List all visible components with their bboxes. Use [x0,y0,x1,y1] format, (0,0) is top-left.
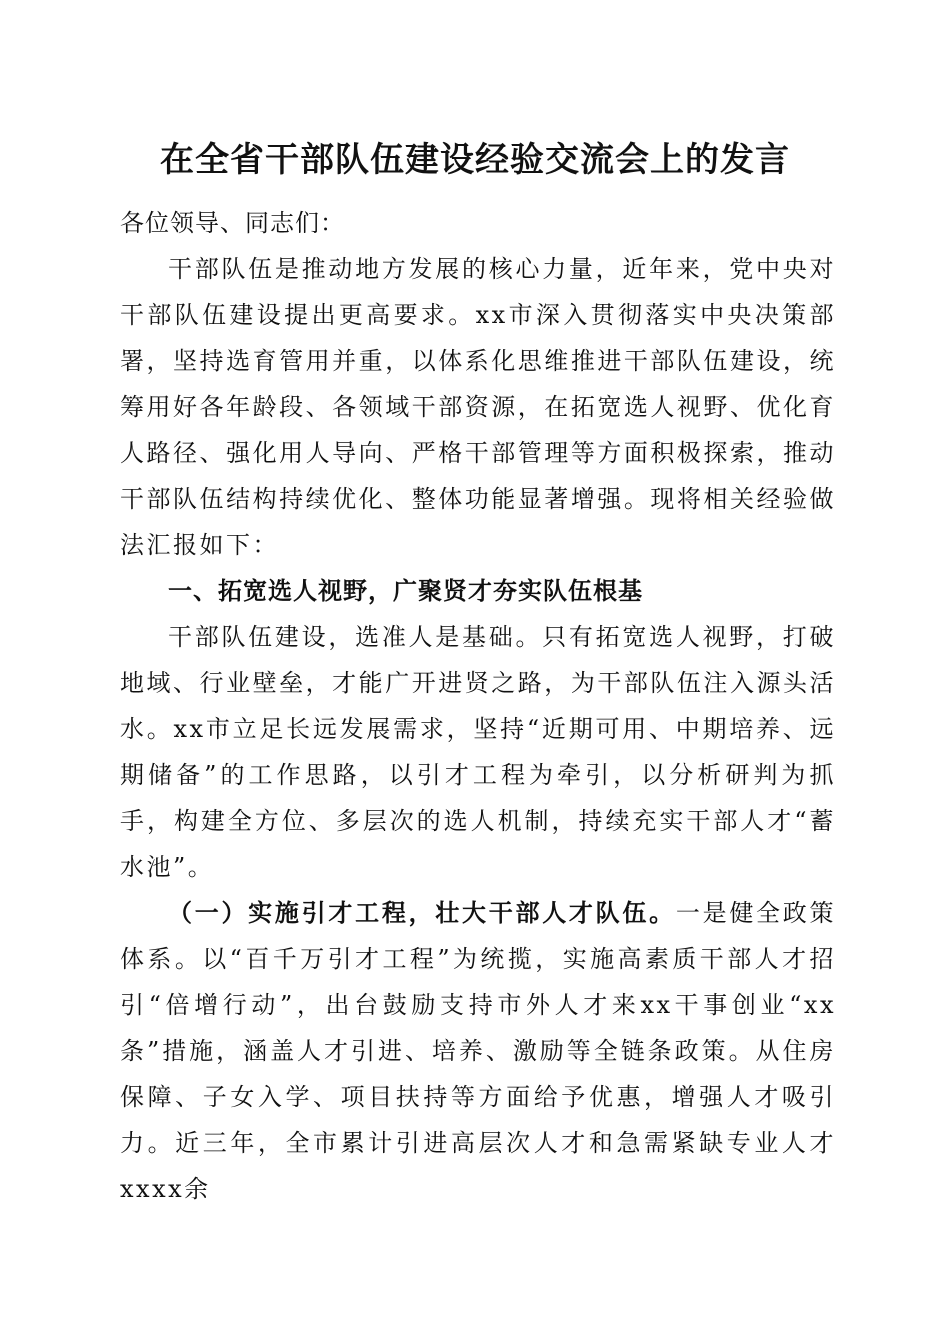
document-body [120,200,836,1212]
subsection-lead: （一）实施引才工程，壮大干部人才队伍。 [168,898,676,927]
section-heading: 一、拓宽选人视野，广聚贤才夯实队伍根基 [168,577,643,605]
salutation: 各位领导、同志们： [120,209,345,237]
document-title: 在全省干部队伍建设经验交流会上的发言 [160,140,790,180]
subsection-text: 一是健全政策体系。以“百千万引才工程”为统揽，实施高素质干部人才招引“倍增行动”，出台鼓励支持市外人才来xx干事创业“xx条”措施，涵盖人才引进、培养、激励等全链条政策。从住房保障、子女入学、项目扶持等方面给予优惠，增强人才吸引力。近三年，全市累计引进高层次人才和急需紧缺专业人才xxxx余 [120,899,837,1203]
intro-paragraph: 干部队伍是推动地方发展的核心力量，近年来，党中央对干部队伍建设提出更高要求。xx市深入贯彻落实中央决策部署，坚持选育管用并重，以体系化思维推进干部队伍建设，统筹用好各年龄段、各领域干部资源，在拓宽选人视野、优化育人路径、强化用人导向、严格干部管理等方面积极探索，推动干部队伍结构持续优化、整体功能显著增强。现将相关经验做法汇报如下： [120,255,836,559]
subsection-paragraph [120,890,836,1212]
section-paragraph: 干部队伍建设，选准人是基础。只有拓宽选人视野，打破地域、行业壁垒，才能广开进贤之路，为干部队伍注入源头活水。xx市立足长远发展需求，坚持“近期可用、中期培养、远期储备”的工作思路，以引才工程为牵引，以分析研判为抓手，构建全方位、多层次的选人机制，持续充实干部人才“蓄水池”。 [120,623,836,881]
